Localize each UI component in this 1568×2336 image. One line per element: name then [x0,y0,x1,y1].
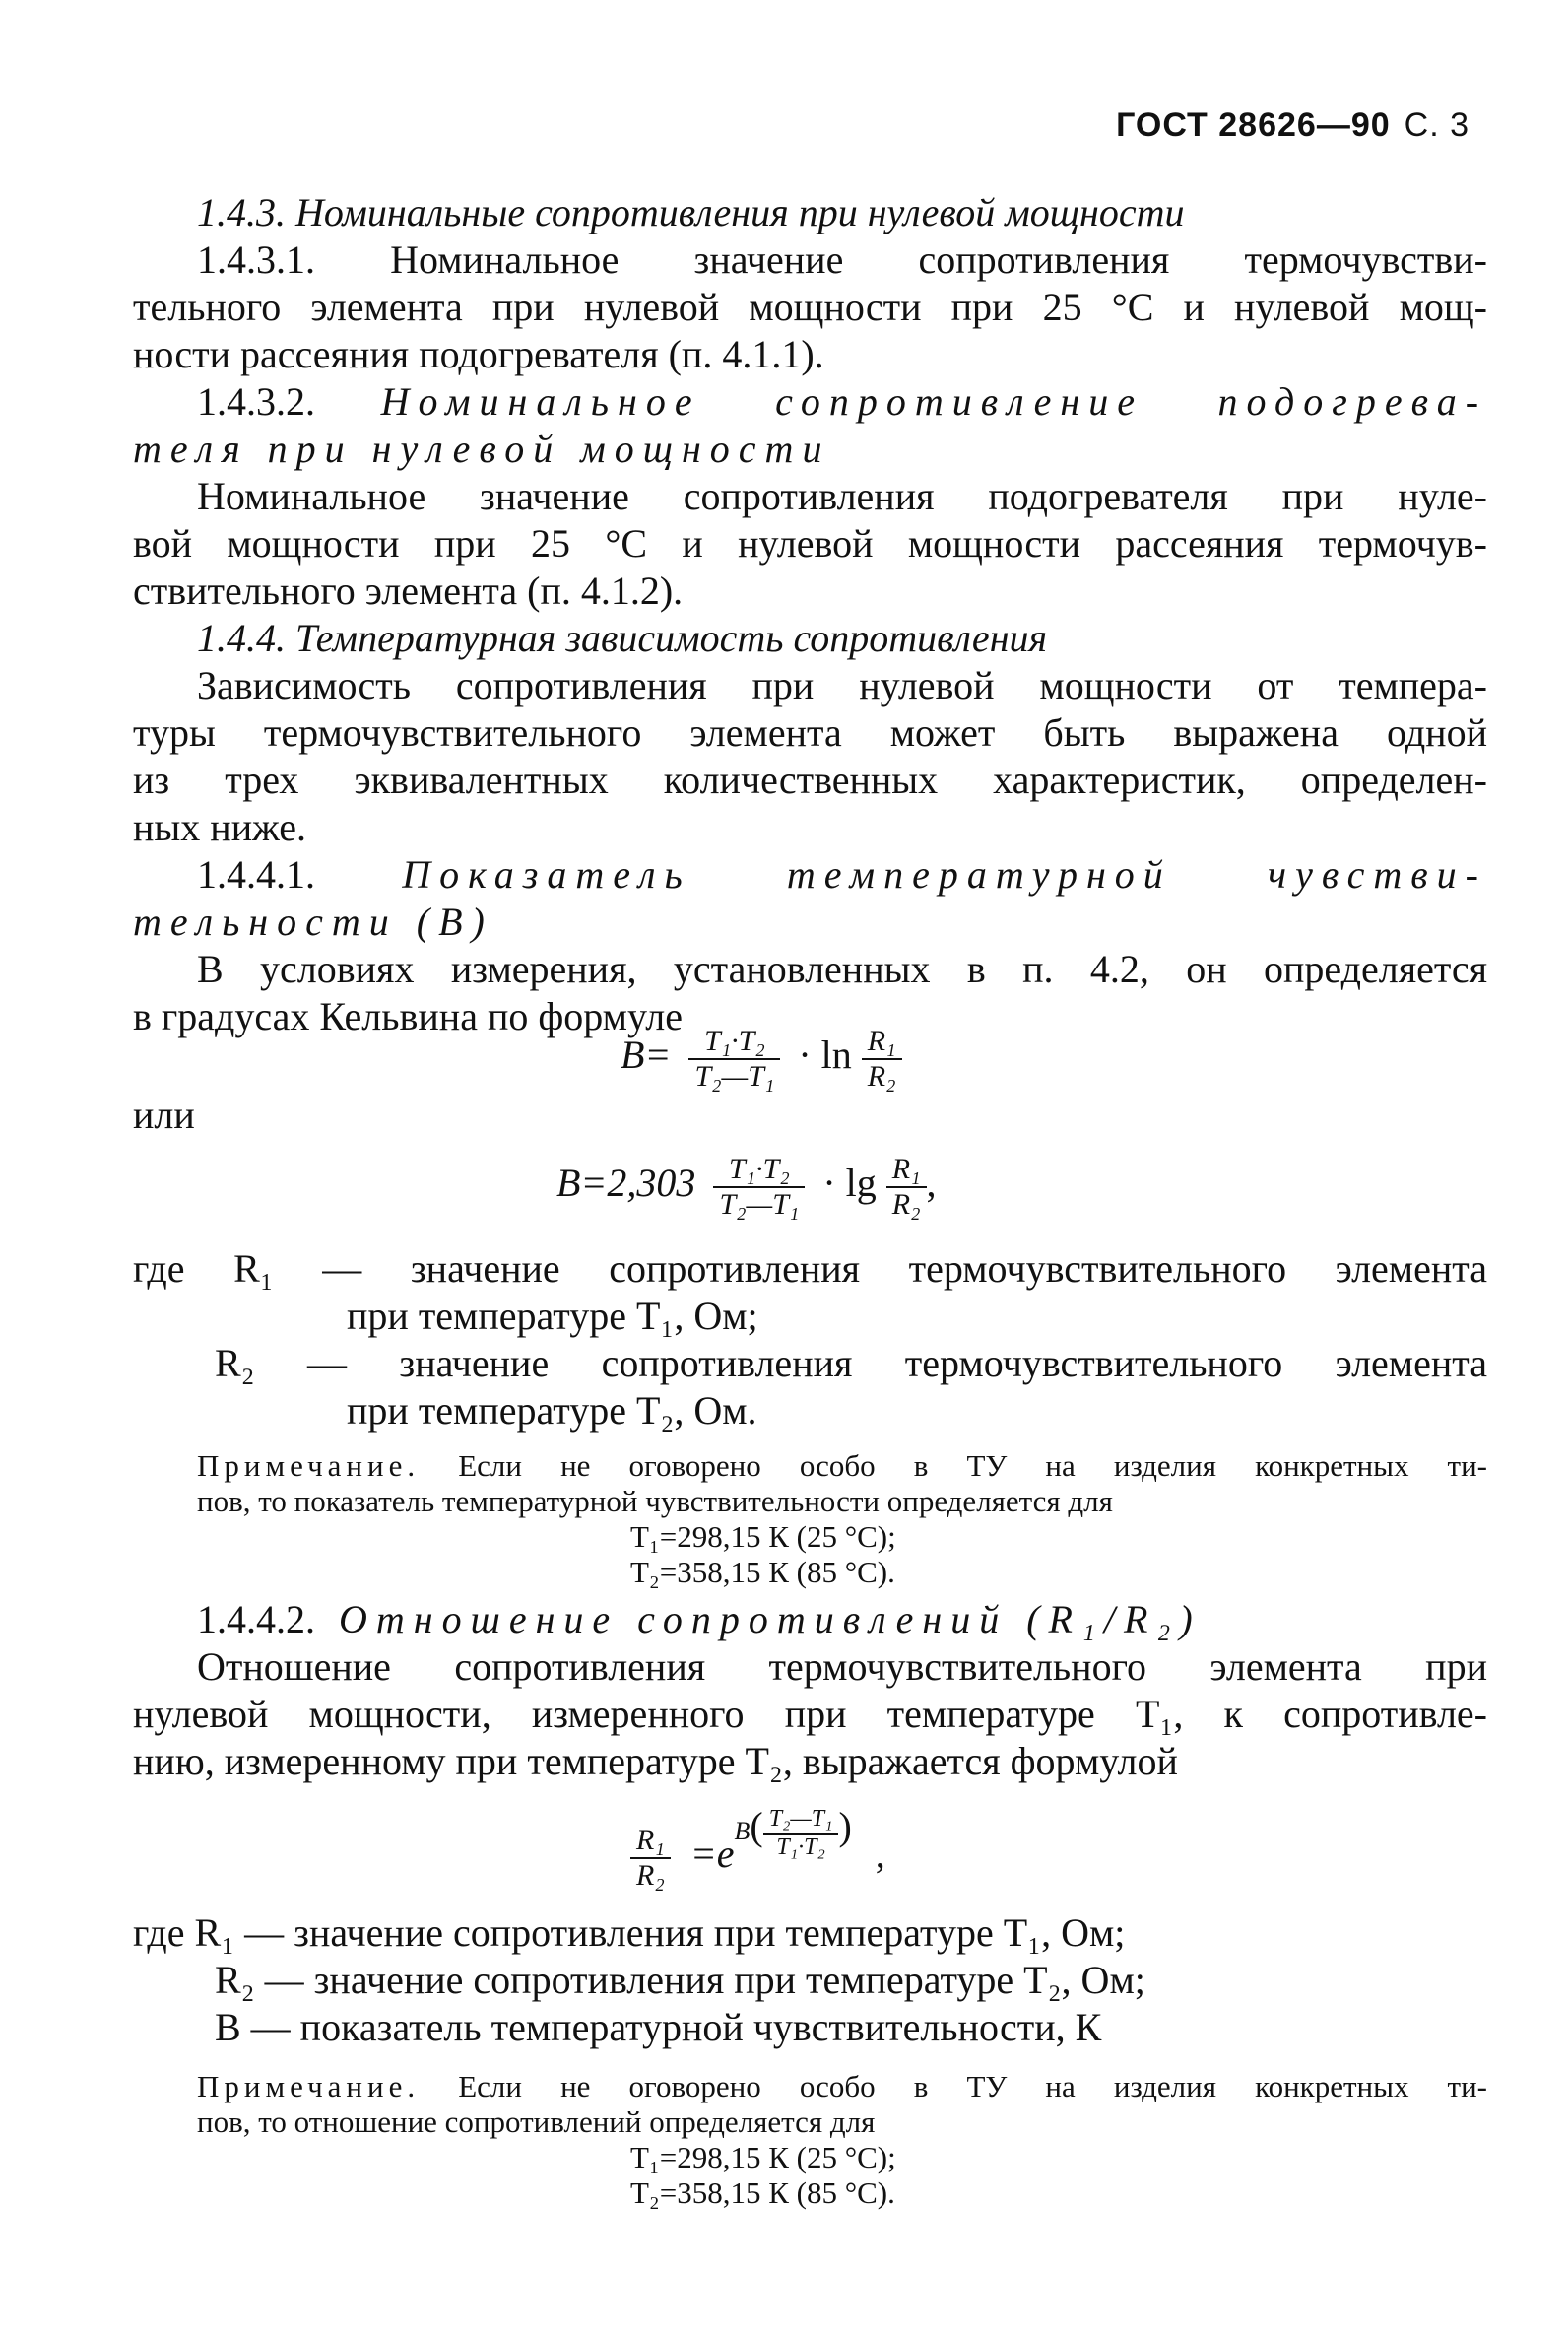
note-label: Примечание. [197,1448,421,1483]
note-1-line-2: пов, то показатель температурной чувствительности определяется для [197,1484,1113,1518]
formula-lhs: B=2,303 [556,1161,696,1206]
where-r1: где R₁ — значение сопротивления термочувствительного элемента [133,1246,1487,1291]
note-2-t1: T₁=298,15 К (25 °С); [630,2140,896,2174]
section-title: Показатель температурной чувстви- [402,852,1487,897]
paragraph-line: вой мощности при 25 °С и нулевой мощности рассеяния термочув- [133,521,1487,566]
or-word: или [133,1093,195,1137]
formula-b-lg: B=2,303 $\frac{\text{T₁·T₂}}{\text{T₂—T₁}}$ · lg $\frac{\text{R₁}}{\text{R₂}}$ , [556,1153,937,1221]
formula-eq-e: =e [689,1832,735,1876]
formula-fraction-t [688,1025,780,1094]
standard-number: ГОСТ 28626—90 [1116,106,1391,144]
page-header [1116,106,1470,145]
where2-r1: где R₁ — значение сопротивления при температуре T₁, Ом; [133,1910,1126,1955]
note-text: Если не оговорено особо в ТУ на изделия конкретных ти- [458,1448,1487,1483]
paragraph-line: туры термочувствительного элемента может быть выражена одной [133,710,1487,755]
note-1-t2: T₂=358,15 К (85 °С). [630,1555,895,1589]
note-2-t2: T₂=358,15 К (85 °С). [630,2175,895,2210]
exponent-b: B [734,1817,751,1845]
paragraph-line: Номинальное значение сопротивления подогревателя при нуле- [197,474,1487,518]
paragraph-line: ных ниже. [133,805,306,849]
paragraph-line: из трех эквивалентных количественных характеристик, определен- [133,758,1487,802]
formula-lhs: B= [621,1033,672,1078]
note-text: Если не оговорено особо в ТУ на изделия конкретных ти- [458,2069,1487,2103]
formula-fraction-t [713,1153,805,1222]
section-1-4-4-1-title [197,851,1487,899]
section-title-cont: тельности (B) [133,900,493,944]
where-r2-cont: при температуре T₂, Ом. [347,1388,757,1433]
formula-comma: , [875,1832,885,1876]
exponent-fraction [763,1806,839,1861]
fraction-numerator: R₁ [630,1824,671,1859]
where-r2: R₂ — значение сопротивления термочувствительного элемента [215,1341,1487,1385]
note-label: Примечание. [197,2069,421,2103]
paragraph-line: ствительного элемента (п. 4.1.2). [133,568,684,613]
section-1-4-4-2-title [197,1596,1487,1643]
paragraph-line: Зависимость сопротивления при нулевой мощности от темпера- [197,663,1487,707]
fraction-denominator: R₂ [636,1858,665,1892]
section-number: 1.4.4.1. [197,852,315,897]
fraction-numerator: T₁·T₂ [688,1025,780,1060]
fraction-numerator: T₁·T₂ [713,1153,805,1188]
fraction-numerator: R₁ [862,1025,902,1060]
formula-ln: · ln [798,1033,852,1078]
paragraph-line: Отношение сопротивления термочувствительного элемента при [197,1644,1487,1689]
page-number: С. 3 [1404,106,1470,144]
where-r1-cont: при температуре T₁, Ом; [347,1294,758,1338]
section-number: 1.4.4.2. [197,1597,315,1641]
paragraph-line: В условиях измерения, установленных в п. 4.2, он определяется [197,947,1487,991]
section-number: 1.4.3.2. [197,379,315,424]
formula-fraction-r [886,1153,927,1222]
formula-fraction-r [862,1025,902,1094]
fraction-denominator: T₁·T₂ [776,1835,825,1861]
note-2-line-2: пов, то отношение сопротивлений определяется для [197,2104,876,2139]
note-1 [197,1448,1487,1484]
section-1-4-3-2-title [197,378,1487,426]
fraction-denominator: R₂ [867,1060,896,1093]
paragraph-line: в градусах Кельвина по формуле [133,994,683,1038]
paragraph-line: 1.4.3.1. Номинальное значение сопротивления термочувстви- [197,237,1487,282]
formula-lg: · lg [822,1161,877,1206]
formula-ratio [630,1803,885,1893]
section-1-4-4-title: 1.4.4. Температурная зависимость сопротивления [197,616,1048,660]
fraction-numerator: R₁ [886,1153,927,1188]
formula-exponent: B( $\frac{\text{T₂—T₁}}{\text{T₁·T₂}}$ ) [734,1804,852,1861]
paragraph-line: ности рассеяния подогревателя (п. 4.1.1). [133,332,824,376]
note-2 [197,2069,1487,2104]
where2-b: B — показатель температурной чувствительности, К [215,2005,1102,2049]
formula-fraction-r [630,1824,671,1893]
section-1-4-3-title: 1.4.3. Номинальные сопротивления при нулевой мощности [197,190,1185,234]
fraction-numerator: T₂—T₁ [763,1806,839,1835]
formula-b-ln [621,1025,902,1094]
section-title: Отношение сопротивлений (R₁/R₂) [339,1597,1202,1641]
note-1-t1: T₁=298,15 К (25 °С); [630,1519,896,1554]
where2-r2: R₂ — значение сопротивления при температуре T₂, Ом; [215,1958,1145,2002]
fraction-denominator: R₂ [891,1188,921,1221]
section-title: Номинальное сопротивление подогрева- [380,379,1488,424]
paragraph-line: нулевой мощности, измеренного при температуре T₁, к сопротивле- [133,1692,1487,1736]
paragraph-line: нию, измеренному при температуре T₂, выражается формулой [133,1739,1178,1783]
fraction-denominator: T₂—T₁ [719,1188,800,1221]
paragraph-line: тельного элемента при нулевой мощности при 25 °С и нулевой мощ- [133,285,1487,329]
fraction-denominator: T₂—T₁ [694,1060,775,1093]
section-title-cont: теля при нулевой мощности [133,427,831,471]
